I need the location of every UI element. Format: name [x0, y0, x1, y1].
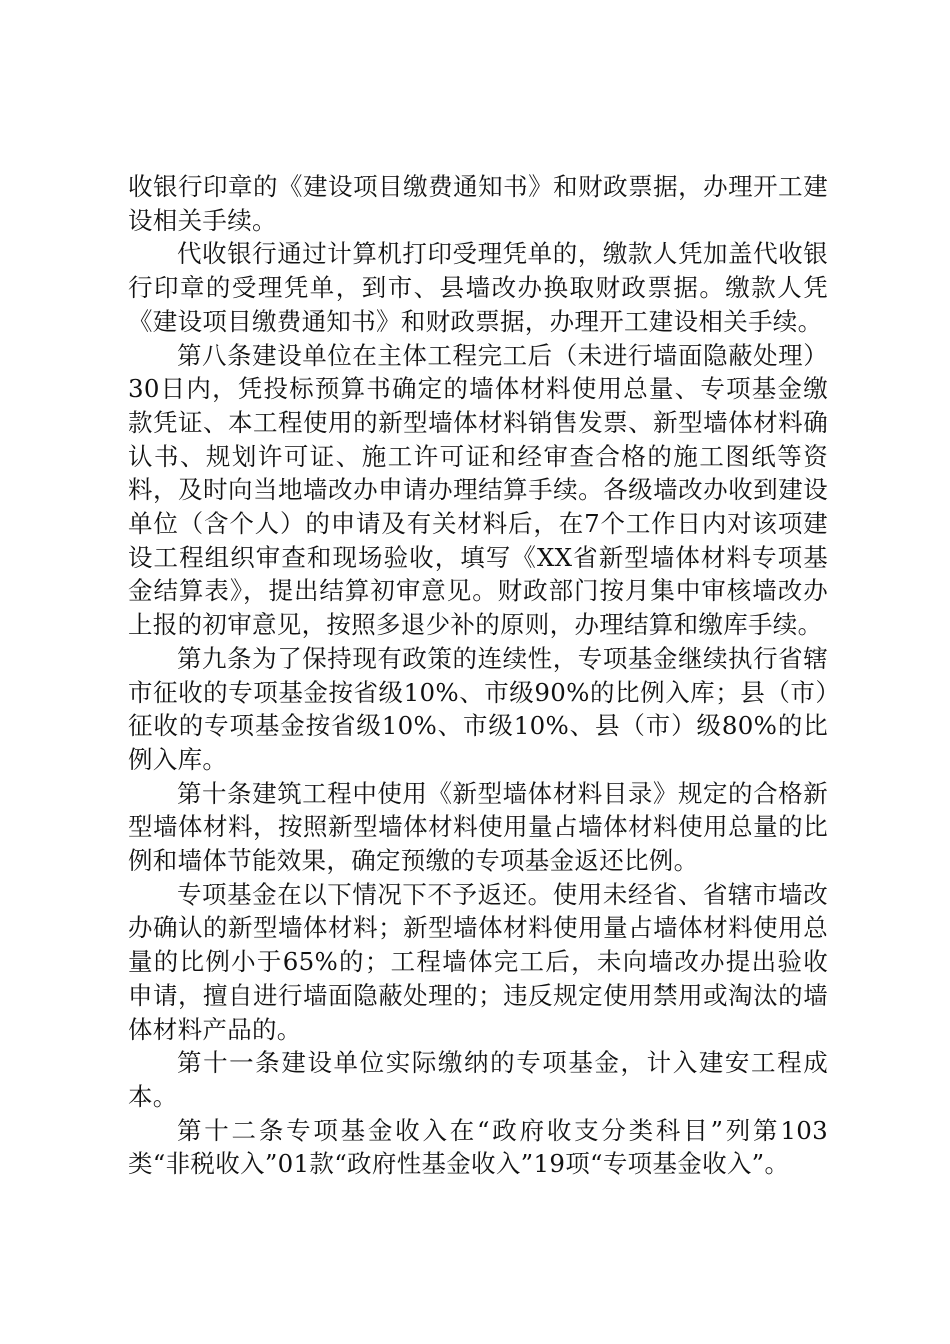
paragraph-no-refund-conditions: 专项基金在以下情况下不予返还。使用未经省、省辖市墙改办确认的新型墙体材料；新型墙体材料使用量占墙体材料使用总量的比例小于65%的；工程墙体完工后，未向墙改办提出验收申请，擅自进行墙面隐蔽处理的；违反规定使用禁用或淘汰的墙体材料产品的。: [128, 879, 828, 1044]
paragraph-continuation: 收银行印章的《建设项目缴费通知书》和财政票据，办理开工建设相关手续。: [128, 172, 828, 235]
paragraph-article-10: 第十条建筑工程中使用《新型墙体材料目录》规定的合格新型墙体材料，按照新型墙体材料使用量占墙体材料使用总量的比例和墙体节能效果，确定预缴的专项基金返还比例。: [128, 778, 828, 876]
document-body: [128, 170, 828, 1181]
paragraph-article-11: 第十一条建设单位实际缴纳的专项基金，计入建安工程成本。: [128, 1048, 828, 1111]
paragraph-bank-receipt: 代收银行通过计算机打印受理凭单的，缴款人凭加盖代收银行印章的受理凭单，到市、县墙改办换取财政票据。缴款人凭《建设项目缴费通知书》和财政票据，办理开工建设相关手续。: [128, 239, 828, 336]
paragraph-article-8: 第八条建设单位在主体工程完工后（未进行墙面隐蔽处理）30日内，凭投标预算书确定的墙体材料使用总量、专项基金缴款凭证、本工程使用的新型墙体材料销售发票、新型墙体材料确认书、规划许可证、施工许可证和经审查合格的施工图纸等资料，及时向当地墙改办申请办理结算手续。各级墙改办收到建设单位（含个人）的申请及有关材料后，在7个工作日内对该项建设工程组织审查和现场验收，填写《XX省新型墙体材料专项基金结算表》，提出结算初审意见。财政部门按月集中审核墙改办上报的初审意见，按照多退少补的原则，办理结算和缴库手续。: [128, 340, 828, 640]
paragraph-article-9: 第九条为了保持现有政策的连续性，专项基金继续执行省辖市征收的专项基金按省级10%、市级90%的比例入库；县（市）征收的专项基金按省级10%、市级10%、县（市）级80%的比例入库。: [128, 643, 828, 774]
paragraph-article-12: 第十二条专项基金收入在“政府收支分类科目”列第103类“非税收入”01款“政府性基金收入”19项“专项基金收入”。: [128, 1115, 828, 1179]
